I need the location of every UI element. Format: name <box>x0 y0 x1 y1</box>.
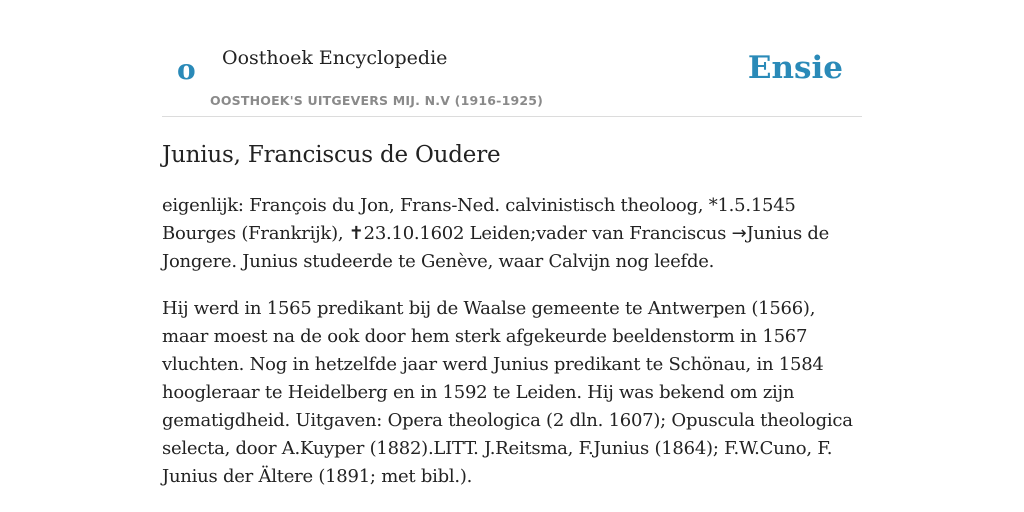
encyclopedia-logo-link[interactable]: o <box>177 53 196 86</box>
article-paragraph-body: Hij werd in 1565 predikant bij de Waalse gemeente te Antwerpen (1566), maar moest na de ook door hem sterk afgekeurde beeldenstorm in 1567 vluchten. Nog in hetzelfde jaar werd Junius predikant te Schönau, in 1584 hoogleraar te Heidelberg en in 1592 te Leiden. Hij was bekend om zijn gematigdheid. Uitgaven: Opera theologica (2 dln. 1607); Opuscula theologica selecta, door A.Kuyper (1882).LITT. J.Reitsma, F.Junius (1864); F.W.Cuno, F. Junius der Ältere (1891; met bibl.). <box>162 298 853 487</box>
publisher-label: OOSTHOEK'S UITGEVERS MIJ. N.V (1916-1925) <box>210 93 544 108</box>
arrow-right-icon: → <box>731 223 747 244</box>
article-title: Junius, Franciscus de Oudere <box>162 142 501 168</box>
intro-text-start: eigenlijk: François du Jon, Frans-Ned. calvinistisch theoloog, *1.5.1545 Bourges (Frankrijk), ✝23.10.1602 Leiden;vader van Franciscus <box>162 195 796 244</box>
cross-reference-text: Junius de Jongere <box>162 223 830 272</box>
article-paragraph-intro <box>162 192 862 276</box>
ensie-home-link[interactable]: Ensie <box>747 50 843 86</box>
intro-text-end: . Junius studeerde te Genève, waar Calvijn nog leefde. <box>231 251 715 272</box>
site-header <box>162 0 862 117</box>
article <box>162 136 862 491</box>
encyclopedia-name: Oosthoek Encyclopedie <box>222 47 448 69</box>
